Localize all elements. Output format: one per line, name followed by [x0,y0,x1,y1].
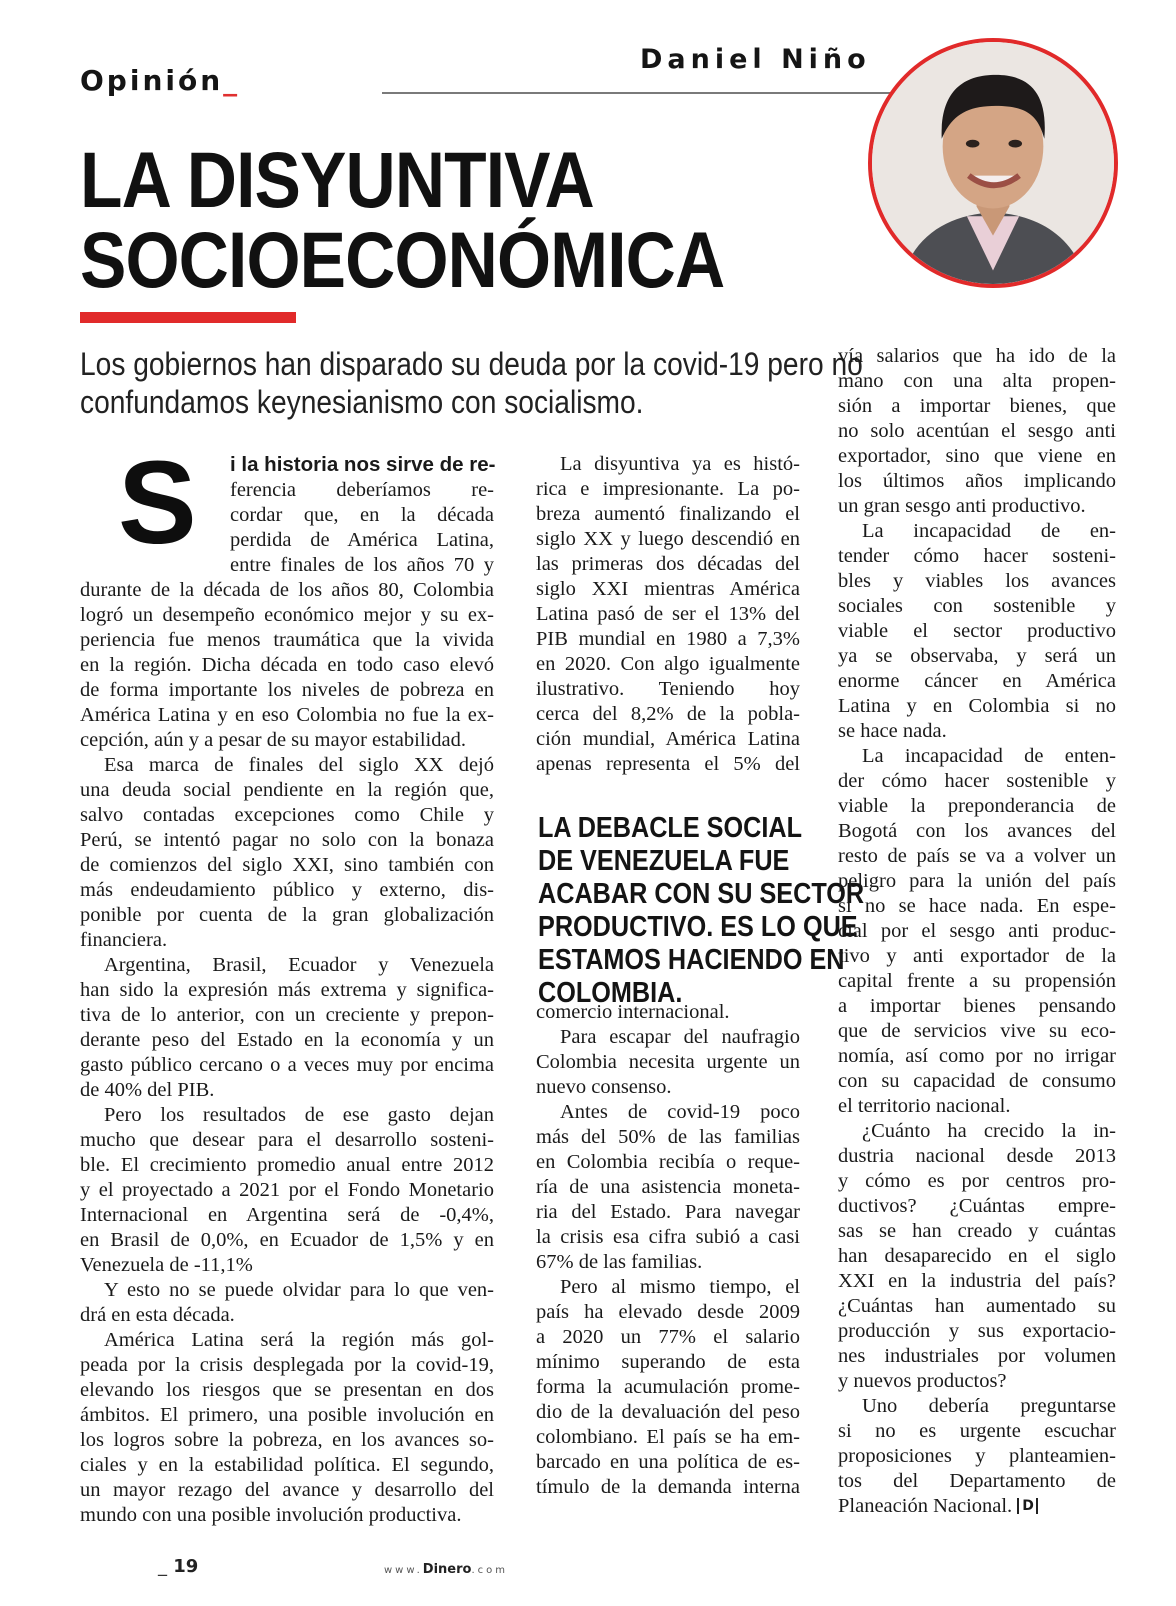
body-line: ponible por cuenta de la gran globalización [80,904,494,926]
body-line: PIB mundial en 1980 a 7,3% [536,628,800,650]
body-line: las primeras dos décadas del [536,553,800,575]
column-3 [838,344,1116,1519]
body-line: Bogotá con los avances del [838,820,1116,842]
body-line: tender cómo hacer sosteni- [838,545,1116,567]
body-line: mundo con una posible involución productiva. [80,1504,462,1526]
body-line: Latina pasó de ser el 13% del [536,603,800,625]
body-line: a importar bienes pensando [838,995,1116,1017]
body-line: XXI en la industria del país? [838,1270,1116,1292]
section-cursor: _ [223,64,241,97]
body-line: ¿Cuánto ha crecido la in- [862,1120,1116,1142]
body-line: los últimos años implicando [838,470,1116,492]
body-line: Pero al mismo tiempo, el [560,1276,800,1298]
body-line: drá en esta década. [80,1304,235,1326]
pull-quote-line: DE VENEZUELA FUE [538,845,790,877]
body-line: perdida de América Latina, [230,529,494,551]
body-line: ductivos? ¿Cuántas empre- [838,1195,1116,1217]
body-line: siglo XX y luego descendió en [536,528,800,550]
author-name: Daniel Niño [640,44,871,75]
body-line: cial por el sesgo anti produc- [838,920,1116,942]
closing-text: Planeación Nacional. [838,1495,1013,1517]
body-line: cerca del 8,2% de la pobla- [536,703,800,725]
body-line: forma la acumulación prome- [536,1376,800,1398]
body-line: Venezuela de -11,1% [80,1254,253,1276]
body-line: nuevo consenso. [536,1076,672,1098]
body-line: no solo acentúan el sesgo anti [838,420,1116,442]
body-line: más endeudamiento público y externo, dis- [80,879,494,901]
body-line: se hace nada. [838,720,947,742]
article-headline [80,135,749,304]
body-line: Colombia necesita urgente un [536,1051,800,1073]
body-line: siglo XXI mientras América [536,578,800,600]
body-line: han desaparecido en el siglo [838,1245,1116,1267]
article-deck [80,345,863,421]
body-line: sión a importar bienes, que [838,395,1116,417]
headline-line: LA DISYUNTIVA [80,135,594,224]
author-portrait-illustration [872,42,1114,284]
body-line: enorme cáncer en América [838,670,1116,692]
body-line: país ha elevado desde 2009 [536,1301,800,1323]
column-2-top [536,452,800,777]
pull-quote-line: ESTAMOS HACIENDO EN [538,944,845,976]
deck-line: Los gobiernos han disparado su deuda por la covid-19 pero no [80,346,863,382]
body-line: si no es urgente escuchar [838,1420,1116,1442]
page-number-value: 19 [173,1556,199,1577]
author-portrait [868,38,1118,288]
body-line: nomía, así como por no irrigar [838,1045,1116,1067]
body-line: ría de una asistencia moneta- [536,1176,800,1198]
body-line: Uno debería preguntarse [862,1395,1116,1417]
body-line: barcado en una política de es- [536,1451,800,1473]
body-line: Esa marca de finales del siglo XX dejó [104,754,494,776]
body-line: América Latina será la región más gol- [104,1329,494,1351]
body-line: apenas representa el 5% del [536,753,800,775]
body-line: en 2020. Con algo igualmente [536,653,800,675]
body-line: La incapacidad de en- [862,520,1116,542]
body-line: más del 50% de las familias [536,1126,800,1148]
body-line: rica e impresionante. La po- [536,478,800,500]
pull-quote [538,812,865,1010]
headline-accent-bar [80,312,296,323]
body-line: producción y sus exportacio- [838,1320,1116,1342]
body-line: ilustrativo. Teniendo hoy [536,678,800,700]
pull-quote-line: ACABAR CON SU SECTOR [538,878,865,910]
body-line: peada por la crisis desplegada por la covid-19, [80,1354,494,1376]
body-line: han sido la expresión más extrema y significa- [80,979,494,1001]
body-line: colombiano. El país se ha em- [536,1426,800,1448]
body-line: bles y viables los avances [838,570,1116,592]
body-line: ción mundial, América Latina [536,728,800,750]
body-line: que de servicios vive su eco- [838,1020,1116,1042]
body-line: durante de la década de los años 80, Colombia [80,579,494,601]
body-line: Antes de covid-19 poco [560,1101,800,1123]
body-line: der cómo hacer sostenible y [838,770,1116,792]
body-line: viable la preponderancia de [838,795,1116,817]
column-1 [80,452,494,1528]
body-line: tímulo de la demanda interna [536,1476,800,1498]
body-line: entre finales de los años 70 y [230,554,494,576]
body-line: mucho que desear para el desarrollo sosteni- [80,1129,494,1151]
body-line: con su capacidad de consumo [838,1070,1116,1092]
section-name: Opinión [80,64,224,97]
body-line [80,452,494,478]
body-line: derante peso del Estado en la economía y un [80,1029,494,1051]
column-2-bottom [536,1000,800,1500]
body-line: breza aumentó finalizando el [536,503,800,525]
body-line: proposiciones y planteamien- [838,1445,1116,1467]
body-line: periencia fue menos traumática que la vivida [80,629,494,651]
section-label [80,64,240,97]
body-line: un mayor rezago del avance y desarrollo del [80,1479,494,1501]
body-line: mano con una alta propen- [838,370,1116,392]
body-line: de comienzos del siglo XXI, sino también con [80,854,494,876]
body-line: Pero los resultados de ese gasto dejan [104,1104,494,1126]
end-mark-icon: D [1017,1498,1038,1514]
body-line: América Latina y en eso Colombia no fue la ex- [80,704,494,726]
body-line: y nuevos productos? [838,1370,1007,1392]
body-line: La incapacidad de enten- [862,745,1116,767]
body-line: logró un desempeño económico mejor y su ex- [80,604,494,626]
body-line: ferencia deberíamos re- [230,479,494,501]
body-line: los logros sobre la pobreza, en los avances so- [80,1429,494,1451]
body-line: peligro para la unión del país [838,870,1116,892]
body-line: cepción, aún y a pesar de su mayor estabilidad. [80,729,466,751]
body-line: gasto público cercano o a veces muy por encima [80,1054,494,1076]
body-line: ya se observaba, y será un [838,645,1116,667]
body-line: nes industriales por volumen [838,1345,1116,1367]
site-suffix: .com [471,1565,509,1576]
body-line: de forma importante los niveles de pobreza en [80,679,494,701]
body-line: financiera. [80,929,168,951]
body-line: cordar que, en la década [230,504,494,526]
body-line: Latina y en Colombia si no [838,695,1116,717]
body-line: ciales y en la estabilidad política. El segundo, [80,1454,494,1476]
body-line: vía salarios que ha ido de la [838,345,1116,367]
body-line: ria del Estado. Para navegar [536,1201,800,1223]
body-line: salvo contadas excepciones como Chile y [80,804,494,826]
body-line: exportador, sino que viene en [838,445,1116,467]
body-line: resto de país se va a volver un [838,845,1116,867]
body-line: ¿Cuántas han aumentado su [838,1295,1116,1317]
headline-line: SOCIOECONÓMICA [80,215,725,304]
body-line: capital frente a su propensión [838,970,1116,992]
body-line: 67% de las familias. [536,1251,703,1273]
lead-in-text: i la historia nos sirve de re- [230,453,496,476]
body-line: si no se hace nada. En espe- [838,895,1116,917]
body-line: elevando los riesgos que se presentan en dos [80,1379,494,1401]
body-line: dio de la devaluación del peso [536,1401,800,1423]
body-line: a 2020 un 77% el salario [536,1326,800,1348]
body-line: tos del Departamento de [838,1470,1116,1492]
body-line: dustria nacional desde 2013 [838,1145,1116,1167]
body-line: en Brasil de 0,0%, en Ecuador de 1,5% y en [80,1229,494,1251]
body-line: Internacional en Argentina será de -0,4%, [80,1204,494,1226]
body-line: y cómo es por centros pro- [838,1170,1116,1192]
body-line: ble. El crecimiento promedio anual entre 2012 [80,1154,494,1176]
body-line: ámbitos. El primero, una posible involución en [80,1404,494,1426]
site-prefix: www. [384,1565,423,1576]
body-line: un gran sesgo anti productivo. [838,495,1086,517]
pull-quote-line: COLOMBIA. [538,977,683,1009]
body-line: Argentina, Brasil, Ecuador y Venezuela [104,954,494,976]
body-line: la crisis esa cifra subió a casi [536,1226,800,1248]
drop-cap: S [118,437,197,569]
body-line: sociales con sostenible y [838,595,1116,617]
body-line: mínimo superando de esta [536,1351,800,1373]
body-line: en Colombia recibía o reque- [536,1151,800,1173]
body-line: Para escapar del naufragio [560,1026,800,1048]
body-line: en la región. Dicha década en todo caso elevó [80,654,494,676]
site-brand: Dinero [422,1562,472,1577]
body-line: viable el sector productivo [838,620,1116,642]
body-line: Perú, se intentó pagar no solo con la bonaza [80,829,494,851]
page-number [158,1556,198,1577]
body-line: La disyuntiva ya es histó- [560,453,800,475]
header-rule [382,92,902,94]
body-line: y el proyectado a 2021 por el Fondo Monetario [80,1179,494,1201]
deck-line: confundamos keynesianismo con socialismo. [80,384,644,420]
body-line: Y esto no se puede olvidar para lo que ven- [104,1279,494,1301]
pull-quote-line: LA DEBACLE SOCIAL [538,812,802,844]
body-line: el territorio nacional. [838,1095,1011,1117]
body-line [838,1494,1116,1519]
pull-quote-line: PRODUCTIVO. ES LO QUE [538,911,858,943]
body-line: de 40% del PIB. [80,1079,215,1101]
body-line: tivo y anti exportador de la [838,945,1116,967]
page-number-dash: _ [158,1556,167,1577]
body-line: sas se han creado y cuántas [838,1220,1116,1242]
footer-site [384,1562,508,1577]
body-line: tiva de lo anterior, con un creciente y prepon- [80,1004,494,1026]
body-line: una deuda social pendiente en la región que, [80,779,494,801]
body-line: comercio internacional. [536,1001,730,1023]
